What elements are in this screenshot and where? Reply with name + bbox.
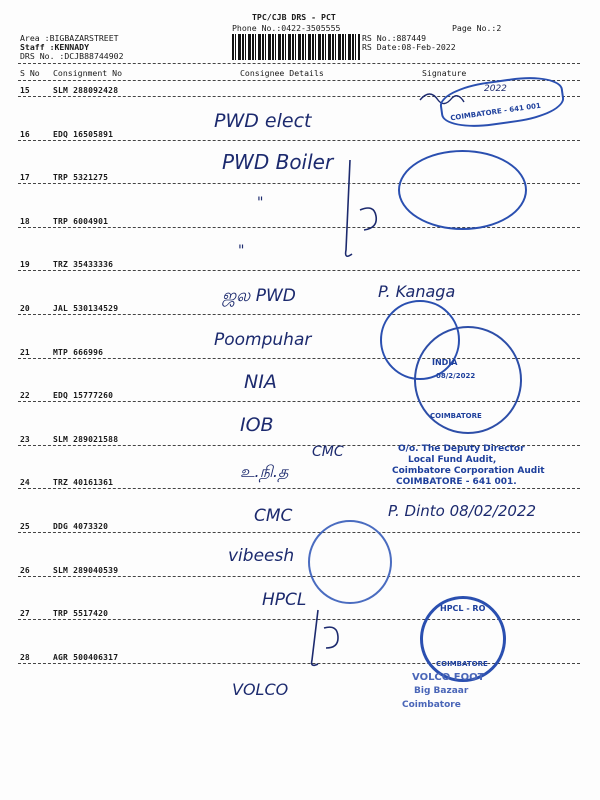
audit-stamp-line: COIMBATORE - 641 001. — [396, 477, 517, 487]
consignee-handwriting: ஜல PWD — [222, 286, 296, 306]
vibeesh-seal — [308, 520, 392, 604]
consignee-handwriting: NIA — [244, 371, 277, 393]
row-serial-number: 25 — [20, 522, 30, 531]
column-header-consignment: Consignment No — [53, 68, 123, 78]
consignee-handwriting: Poompuhar — [214, 330, 312, 350]
row-consignment-number: AGR 500406317 — [53, 652, 119, 662]
signature-date: 2022 — [484, 84, 507, 94]
column-header-sno: S No — [20, 68, 40, 78]
stamp-text: 08/2/2022 — [436, 372, 476, 380]
stamp-text: COIMBATORE - 641 001 — [449, 101, 542, 123]
consignee-handwriting: CMC — [254, 506, 293, 526]
drs-number: DRS No. :DCJB88744902 — [20, 51, 124, 61]
row-consignment-number: MTP 666996 — [53, 347, 104, 357]
page-number: Page No.:2 — [452, 23, 502, 33]
row-serial-number: 16 — [20, 129, 30, 139]
row-consignment-number: TRP 6004901 — [53, 216, 109, 226]
volco-stamp-line: Coimbatore — [402, 700, 461, 710]
area-field: Area :BIGBAZARSTREET — [20, 33, 119, 43]
row-serial-number: 27 — [20, 609, 30, 619]
row-serial-number: 22 — [20, 391, 30, 401]
consignee-handwriting: உ.நி.த — [240, 462, 289, 481]
volco-stamp-line: VOLCO FOOT — [412, 672, 485, 683]
row-serial-number: 24 — [20, 478, 30, 488]
audit-stamp-line: Coimbatore Corporation Audit — [392, 466, 545, 476]
row-serial-number: 23 — [20, 434, 30, 444]
row-consignment-number: EDQ 15777260 — [53, 391, 114, 401]
consignee-handwriting: PWD elect — [214, 110, 312, 132]
row-serial-number: 26 — [20, 565, 30, 575]
row-serial-number: 17 — [20, 173, 30, 183]
phone-number: Phone No.:0422-3505555 — [232, 23, 341, 33]
row-consignment-number: TRZ 35433336 — [53, 260, 114, 270]
stamp-text: HPCL - RO — [440, 604, 486, 613]
row-serial-number: 28 — [20, 652, 30, 662]
row-consignment-number: EDQ 16505891 — [53, 129, 114, 139]
signature-handwriting: CMC — [312, 444, 344, 460]
consignee-handwriting: vibeesh — [228, 546, 295, 566]
column-header-signature: Signature — [422, 68, 467, 78]
consignee-handwriting: " — [257, 195, 264, 211]
department-seal — [398, 150, 527, 230]
audit-stamp-line: Local Fund Audit, — [408, 455, 497, 465]
signature-handwriting: P. Dinto 08/02/2022 — [388, 502, 537, 520]
row-serial-number: 18 — [20, 216, 30, 226]
consignee-handwriting: VOLCO — [232, 680, 289, 699]
row-consignment-number: TRP 5321275 — [53, 173, 109, 183]
row-consignment-number: SLM 289040539 — [53, 565, 119, 575]
row-serial-number: 15 — [20, 86, 30, 95]
volco-stamp-line: Big Bazaar — [414, 686, 469, 696]
consignee-handwriting: IOB — [240, 414, 274, 436]
row-consignment-number: SLM 289021588 — [53, 434, 119, 444]
row-serial-number: 21 — [20, 347, 30, 357]
document-title: TPC/CJB DRS - PCT — [252, 12, 336, 22]
stamp-text: COIMBATORE — [430, 412, 482, 420]
staff-field: Staff :KENNADY — [20, 42, 90, 52]
row-serial-number: 19 — [20, 260, 30, 270]
consignee-handwriting: " — [238, 243, 245, 259]
row-consignment-number: SLM 288092428 — [53, 86, 119, 95]
consignee-handwriting: HPCL — [262, 590, 307, 610]
column-header-consignee: Consignee Details — [240, 68, 324, 78]
audit-stamp-line: O/o. The Deputy Director — [398, 444, 525, 454]
rs-date: RS Date:08-Feb-2022 — [362, 42, 456, 52]
stamp-text: INDIA — [432, 358, 458, 367]
row-consignment-number: TRP 5517420 — [53, 609, 109, 619]
row-consignment-number: DDG 4073320 — [53, 522, 109, 531]
row-consignment-number: JAL 530134529 — [53, 304, 119, 313]
rs-number: RS No.:887449 — [362, 33, 427, 43]
row-serial-number: 20 — [20, 304, 30, 313]
stamp-text: COIMBATORE — [436, 660, 488, 668]
row-consignment-number: TRZ 40161361 — [53, 478, 114, 488]
consignee-handwriting: PWD Boiler — [222, 150, 334, 174]
signature-handwriting: P. Kanaga — [378, 282, 456, 301]
